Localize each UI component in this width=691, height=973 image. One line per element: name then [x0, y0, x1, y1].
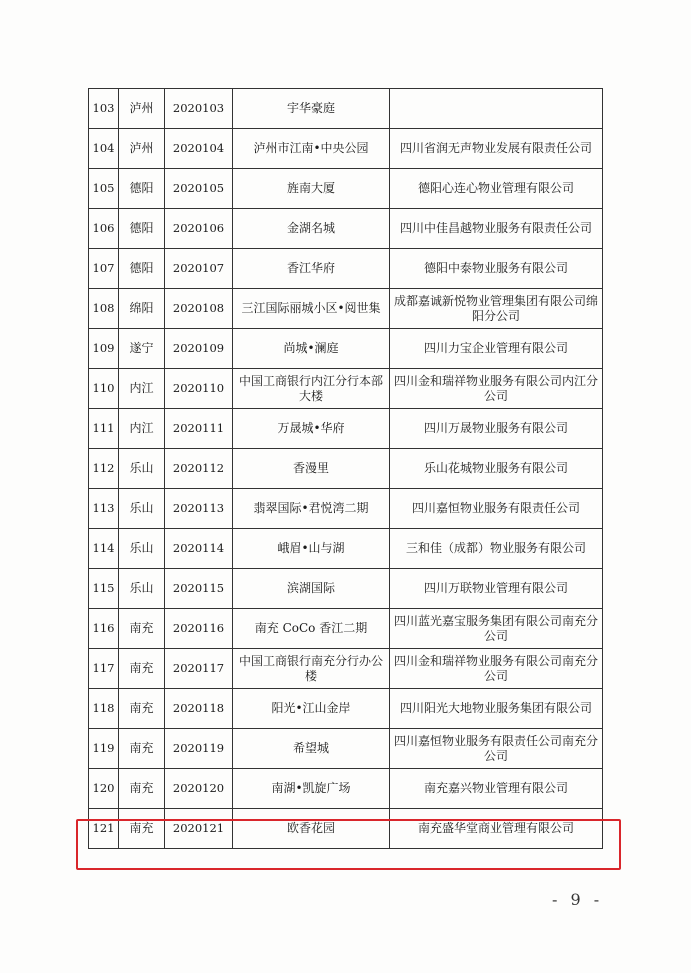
city-cell: 内江: [119, 409, 165, 449]
company-cell: 南充嘉兴物业管理有限公司: [390, 769, 603, 809]
table-row: [89, 409, 603, 449]
table-row: [89, 449, 603, 489]
company-cell: 四川万联物业管理有限公司: [390, 569, 603, 609]
project-name-cell: 金湖名城: [233, 209, 390, 249]
table-row: [89, 489, 603, 529]
code-cell: 2020116: [165, 609, 233, 649]
row-index: 118: [89, 689, 119, 729]
city-cell: 德阳: [119, 209, 165, 249]
code-cell: 2020103: [165, 89, 233, 129]
project-name-cell: 香江华府: [233, 249, 390, 289]
city-cell: 南充: [119, 729, 165, 769]
code-cell: 2020106: [165, 209, 233, 249]
project-name-cell: 南湖•凯旋广场: [233, 769, 390, 809]
company-cell: 四川中佳昌越物业服务有限责任公司: [390, 209, 603, 249]
page-number: - 9 -: [552, 890, 604, 909]
row-index: 111: [89, 409, 119, 449]
table-row: [89, 689, 603, 729]
table-body: [89, 89, 603, 849]
row-index: 120: [89, 769, 119, 809]
company-cell: 乐山花城物业服务有限公司: [390, 449, 603, 489]
code-cell: 2020120: [165, 769, 233, 809]
project-name-cell: 尚城•澜庭: [233, 329, 390, 369]
project-name-cell: 峨眉•山与湖: [233, 529, 390, 569]
row-index: 106: [89, 209, 119, 249]
project-name-cell: 阳光•江山金岸: [233, 689, 390, 729]
company-cell: 四川金和瑞祥物业服务有限公司南充分公司: [390, 649, 603, 689]
project-name-cell: 中国工商银行南充分行办公楼: [233, 649, 390, 689]
city-cell: 内江: [119, 369, 165, 409]
project-name-cell: 泸州市江南•中央公园: [233, 129, 390, 169]
project-name-cell: 宇华豪庭: [233, 89, 390, 129]
code-cell: 2020104: [165, 129, 233, 169]
table-row: [89, 649, 603, 689]
code-cell: 2020112: [165, 449, 233, 489]
code-cell: 2020114: [165, 529, 233, 569]
row-index: 104: [89, 129, 119, 169]
row-index: 113: [89, 489, 119, 529]
code-cell: 2020110: [165, 369, 233, 409]
table-row: [89, 809, 603, 849]
code-cell: 2020109: [165, 329, 233, 369]
row-index: 114: [89, 529, 119, 569]
code-cell: 2020119: [165, 729, 233, 769]
city-cell: 南充: [119, 769, 165, 809]
code-cell: 2020108: [165, 289, 233, 329]
code-cell: 2020121: [165, 809, 233, 849]
project-name-cell: 希望城: [233, 729, 390, 769]
table-row: [89, 569, 603, 609]
row-index: 105: [89, 169, 119, 209]
table-row: [89, 169, 603, 209]
project-name-cell: 滨湖国际: [233, 569, 390, 609]
company-cell: 四川嘉恒物业服务有限责任公司: [390, 489, 603, 529]
city-cell: 乐山: [119, 449, 165, 489]
company-cell: 南充盛华堂商业管理有限公司: [390, 809, 603, 849]
project-name-cell: 万晟城•华府: [233, 409, 390, 449]
code-cell: 2020107: [165, 249, 233, 289]
row-index: 108: [89, 289, 119, 329]
table-row: [89, 529, 603, 569]
row-index: 115: [89, 569, 119, 609]
property-list-table: [88, 88, 603, 849]
city-cell: 德阳: [119, 169, 165, 209]
project-name-cell: 香漫里: [233, 449, 390, 489]
company-cell: 四川蓝光嘉宝服务集团有限公司南充分公司: [390, 609, 603, 649]
code-cell: 2020117: [165, 649, 233, 689]
table-row: [89, 289, 603, 329]
company-cell: 四川省润无声物业发展有限责任公司: [390, 129, 603, 169]
row-index: 109: [89, 329, 119, 369]
city-cell: 遂宁: [119, 329, 165, 369]
city-cell: 泸州: [119, 129, 165, 169]
company-cell: 四川力宝企业管理有限公司: [390, 329, 603, 369]
table-row: [89, 129, 603, 169]
row-index: 112: [89, 449, 119, 489]
row-index: 119: [89, 729, 119, 769]
company-cell: 德阳中泰物业服务有限公司: [390, 249, 603, 289]
project-name-cell: 旌南大厦: [233, 169, 390, 209]
row-index: 116: [89, 609, 119, 649]
city-cell: 南充: [119, 649, 165, 689]
city-cell: 南充: [119, 609, 165, 649]
code-cell: 2020111: [165, 409, 233, 449]
project-name-cell: 三江国际丽城小区•阅世集: [233, 289, 390, 329]
company-cell: 三和佳（成都）物业服务有限公司: [390, 529, 603, 569]
city-cell: 乐山: [119, 569, 165, 609]
project-name-cell: 南充 CoCo 香江二期: [233, 609, 390, 649]
code-cell: 2020113: [165, 489, 233, 529]
table-row: [89, 209, 603, 249]
table-row: [89, 769, 603, 809]
city-cell: 绵阳: [119, 289, 165, 329]
table-row: [89, 369, 603, 409]
row-index: 103: [89, 89, 119, 129]
code-cell: 2020115: [165, 569, 233, 609]
company-cell: 四川金和瑞祥物业服务有限公司内江分公司: [390, 369, 603, 409]
city-cell: 乐山: [119, 489, 165, 529]
city-cell: 乐山: [119, 529, 165, 569]
project-name-cell: 中国工商银行内江分行本部大楼: [233, 369, 390, 409]
table-row: [89, 89, 603, 129]
city-cell: 泸州: [119, 89, 165, 129]
row-index: 107: [89, 249, 119, 289]
company-cell: 四川阳光大地物业服务集团有限公司: [390, 689, 603, 729]
table-row: [89, 729, 603, 769]
city-cell: 南充: [119, 689, 165, 729]
table-row: [89, 609, 603, 649]
project-name-cell: 翡翠国际•君悦湾二期: [233, 489, 390, 529]
company-cell: [390, 89, 603, 129]
code-cell: 2020118: [165, 689, 233, 729]
company-cell: 四川嘉恒物业服务有限责任公司南充分公司: [390, 729, 603, 769]
table-row: [89, 249, 603, 289]
row-index: 117: [89, 649, 119, 689]
company-cell: 德阳心连心物业管理有限公司: [390, 169, 603, 209]
company-cell: 成都嘉诚新悦物业管理集团有限公司绵阳分公司: [390, 289, 603, 329]
city-cell: 德阳: [119, 249, 165, 289]
row-index: 110: [89, 369, 119, 409]
table-row: [89, 329, 603, 369]
row-index: 121: [89, 809, 119, 849]
project-name-cell: 欧香花园: [233, 809, 390, 849]
city-cell: 南充: [119, 809, 165, 849]
code-cell: 2020105: [165, 169, 233, 209]
company-cell: 四川万晟物业服务有限公司: [390, 409, 603, 449]
